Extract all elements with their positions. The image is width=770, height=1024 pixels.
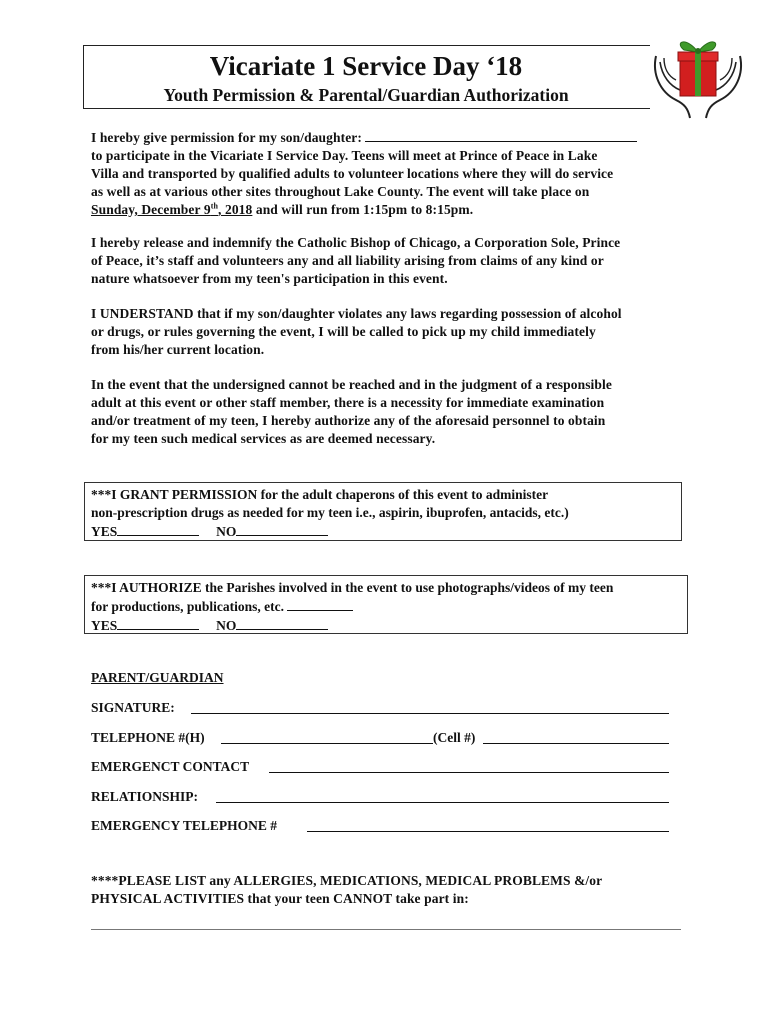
authorize-line-1: ***I AUTHORIZE the Parishes involved in the event to use photographs/videos of my teen (91, 580, 614, 595)
grant-line-2: non-prescription drugs as needed for my teen i.e., aspirin, ibuprofen, antacids, etc.) (91, 505, 569, 520)
emergency-phone-label: EMERGENCY TELEPHONE # (91, 818, 278, 833)
signature-field[interactable] (191, 700, 669, 714)
grant-no-field[interactable] (236, 522, 328, 536)
relationship-label: RELATIONSHIP: (91, 789, 199, 804)
authorize-yes-label: YES (91, 618, 118, 633)
emergency-contact-field[interactable] (269, 759, 669, 773)
relationship-row (91, 788, 669, 806)
relationship-field[interactable] (216, 789, 669, 803)
emergency-contact-row (91, 758, 669, 776)
cell-label: (Cell #) (433, 730, 476, 745)
allergies-paragraph (91, 872, 691, 908)
authorize-field[interactable] (287, 597, 353, 611)
authorize-line-2: for productions, publications, etc. (91, 599, 285, 614)
authorize-no-label: NO (216, 618, 237, 633)
allergies-line-1: ****PLEASE LIST any ALLERGIES, MEDICATIONS, MEDICAL PROBLEMS &/or (91, 873, 603, 888)
release-line-2: of Peace, it’s staff and volunteers any and all liability arising from claims of any kind or (91, 253, 604, 268)
intro-line-1: I hereby give permission for my son/daughter: (91, 130, 362, 145)
emergency-phone-field[interactable] (307, 818, 669, 832)
release-line-1: I hereby release and indemnify the Catholic Bishop of Chicago, a Corporation Sole, Prince (91, 235, 621, 250)
event-time: and will run from 1:15pm to 8:15pm. (252, 202, 474, 217)
allergies-answer-field[interactable] (91, 929, 681, 930)
emergency-contact-label: EMERGENCT CONTACT (91, 759, 250, 774)
telephone-row (91, 729, 669, 747)
understand-line-1: I UNDERSTAND that if my son/daughter violates any laws regarding possession of alcohol (91, 306, 622, 321)
medical-line-2: adult at this event or other staff member, there is a necessity for immediate examination (91, 395, 605, 410)
authorize-yes-field[interactable] (117, 616, 199, 630)
authorize-no-field[interactable] (236, 616, 328, 630)
allergies-line-2: PHYSICAL ACTIVITIES that your teen CANNOT take part in: (91, 891, 469, 906)
intro-line-4: as well as at various other sites throughout Lake County. The event will take place on (91, 184, 590, 199)
son-daughter-name-field[interactable] (365, 128, 637, 142)
grant-yes-field[interactable] (117, 522, 199, 536)
authorize-photos-box (84, 575, 688, 634)
page-subtitle: Youth Permission & Parental/Guardian Authorization (163, 85, 569, 105)
telephone-label: TELEPHONE #(H) (91, 730, 205, 745)
grant-yes-label: YES (91, 524, 118, 539)
understand-paragraph (91, 305, 691, 359)
intro-line-3: Villa and transported by qualified adults to volunteer locations where they will do service (91, 166, 614, 181)
guardian-heading: PARENT/GUARDIAN (91, 670, 224, 685)
release-paragraph (91, 234, 691, 288)
medical-line-3: and/or treatment of my teen, I hereby authorize any of the aforesaid personnel to obtain (91, 413, 606, 428)
medical-line-4: for my teen such medical services as are deemed necessary. (91, 431, 436, 446)
intro-paragraph (91, 128, 691, 219)
cell-phone-field[interactable] (483, 730, 669, 744)
home-phone-field[interactable] (221, 730, 433, 744)
medical-line-1: In the event that the undersigned cannot be reached and in the judgment of a responsible (91, 377, 612, 392)
signature-label: SIGNATURE: (91, 700, 175, 715)
understand-line-3: from his/her current location. (91, 342, 265, 357)
medical-paragraph (91, 376, 691, 448)
release-line-3: nature whatsoever from my teen's participation in this event. (91, 271, 448, 286)
gift-in-hands-icon (650, 26, 746, 122)
understand-line-2: or drugs, or rules governing the event, I will be called to pick up my child immediately (91, 324, 596, 339)
grant-no-label: NO (216, 524, 237, 539)
signature-row (91, 699, 669, 717)
grant-line-1: ***I GRANT PERMISSION for the adult chaperons of this event to administer (91, 487, 549, 502)
event-date: Sunday, December 9th, 2018 (91, 201, 253, 217)
emergency-phone-row (91, 817, 669, 835)
intro-line-2: to participate in the Vicariate I Service Day. Teens will meet at Prince of Peace in Lake (91, 148, 598, 163)
page-title: Vicariate 1 Service Day ‘18 (209, 51, 523, 81)
grant-permission-box (84, 482, 682, 541)
